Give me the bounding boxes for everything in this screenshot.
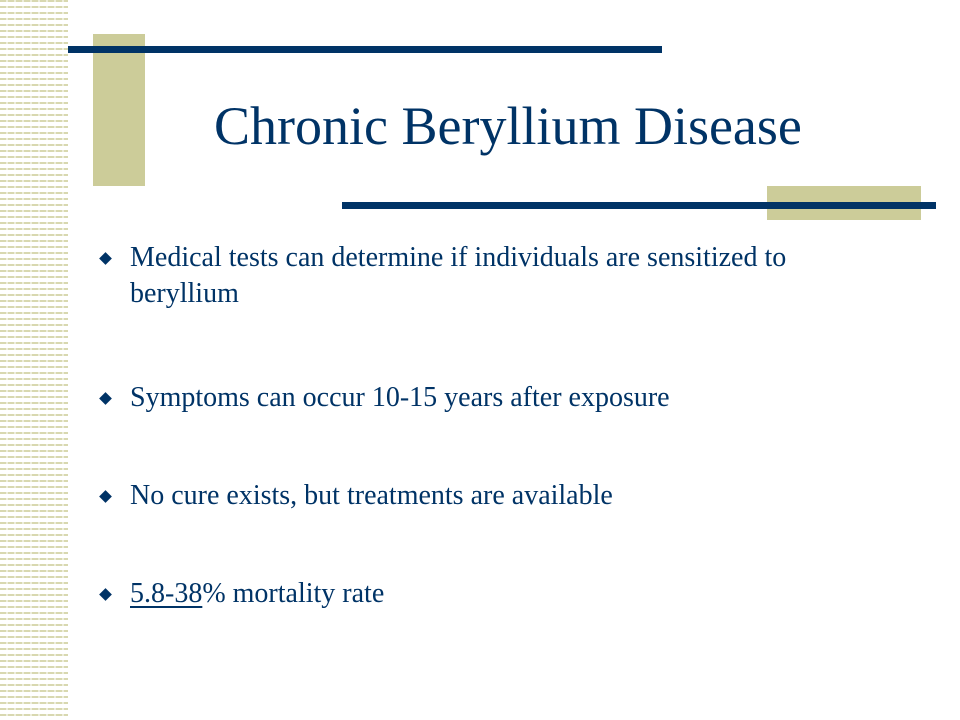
diamond-bullet-icon (99, 588, 112, 601)
title-accent-line-bottom (342, 202, 936, 209)
bullet-text: No cure exists, but treatments are available (130, 480, 613, 511)
diamond-bullet-icon (99, 252, 112, 265)
mortality-range-underlined: 5.8-38 (130, 578, 203, 609)
title-accent-block-top (93, 34, 145, 186)
bullet-item (100, 380, 860, 416)
left-stripe-decoration (0, 0, 68, 720)
bullet-text: Symptoms can occur 10-15 years after exposure (130, 382, 670, 413)
bullet-text: Medical tests can determine if individuals are sensitized to beryllium (130, 242, 787, 309)
bullet-item (100, 576, 860, 612)
bullet-item (100, 240, 860, 312)
slide-title: Chronic Beryllium Disease (214, 96, 802, 156)
diamond-bullet-icon (99, 392, 112, 405)
mortality-suffix: % mortality rate (202, 578, 385, 609)
bullet-item (100, 478, 860, 514)
diamond-bullet-icon (99, 490, 112, 503)
title-accent-line-top (68, 46, 662, 53)
bullet-text (130, 576, 860, 612)
